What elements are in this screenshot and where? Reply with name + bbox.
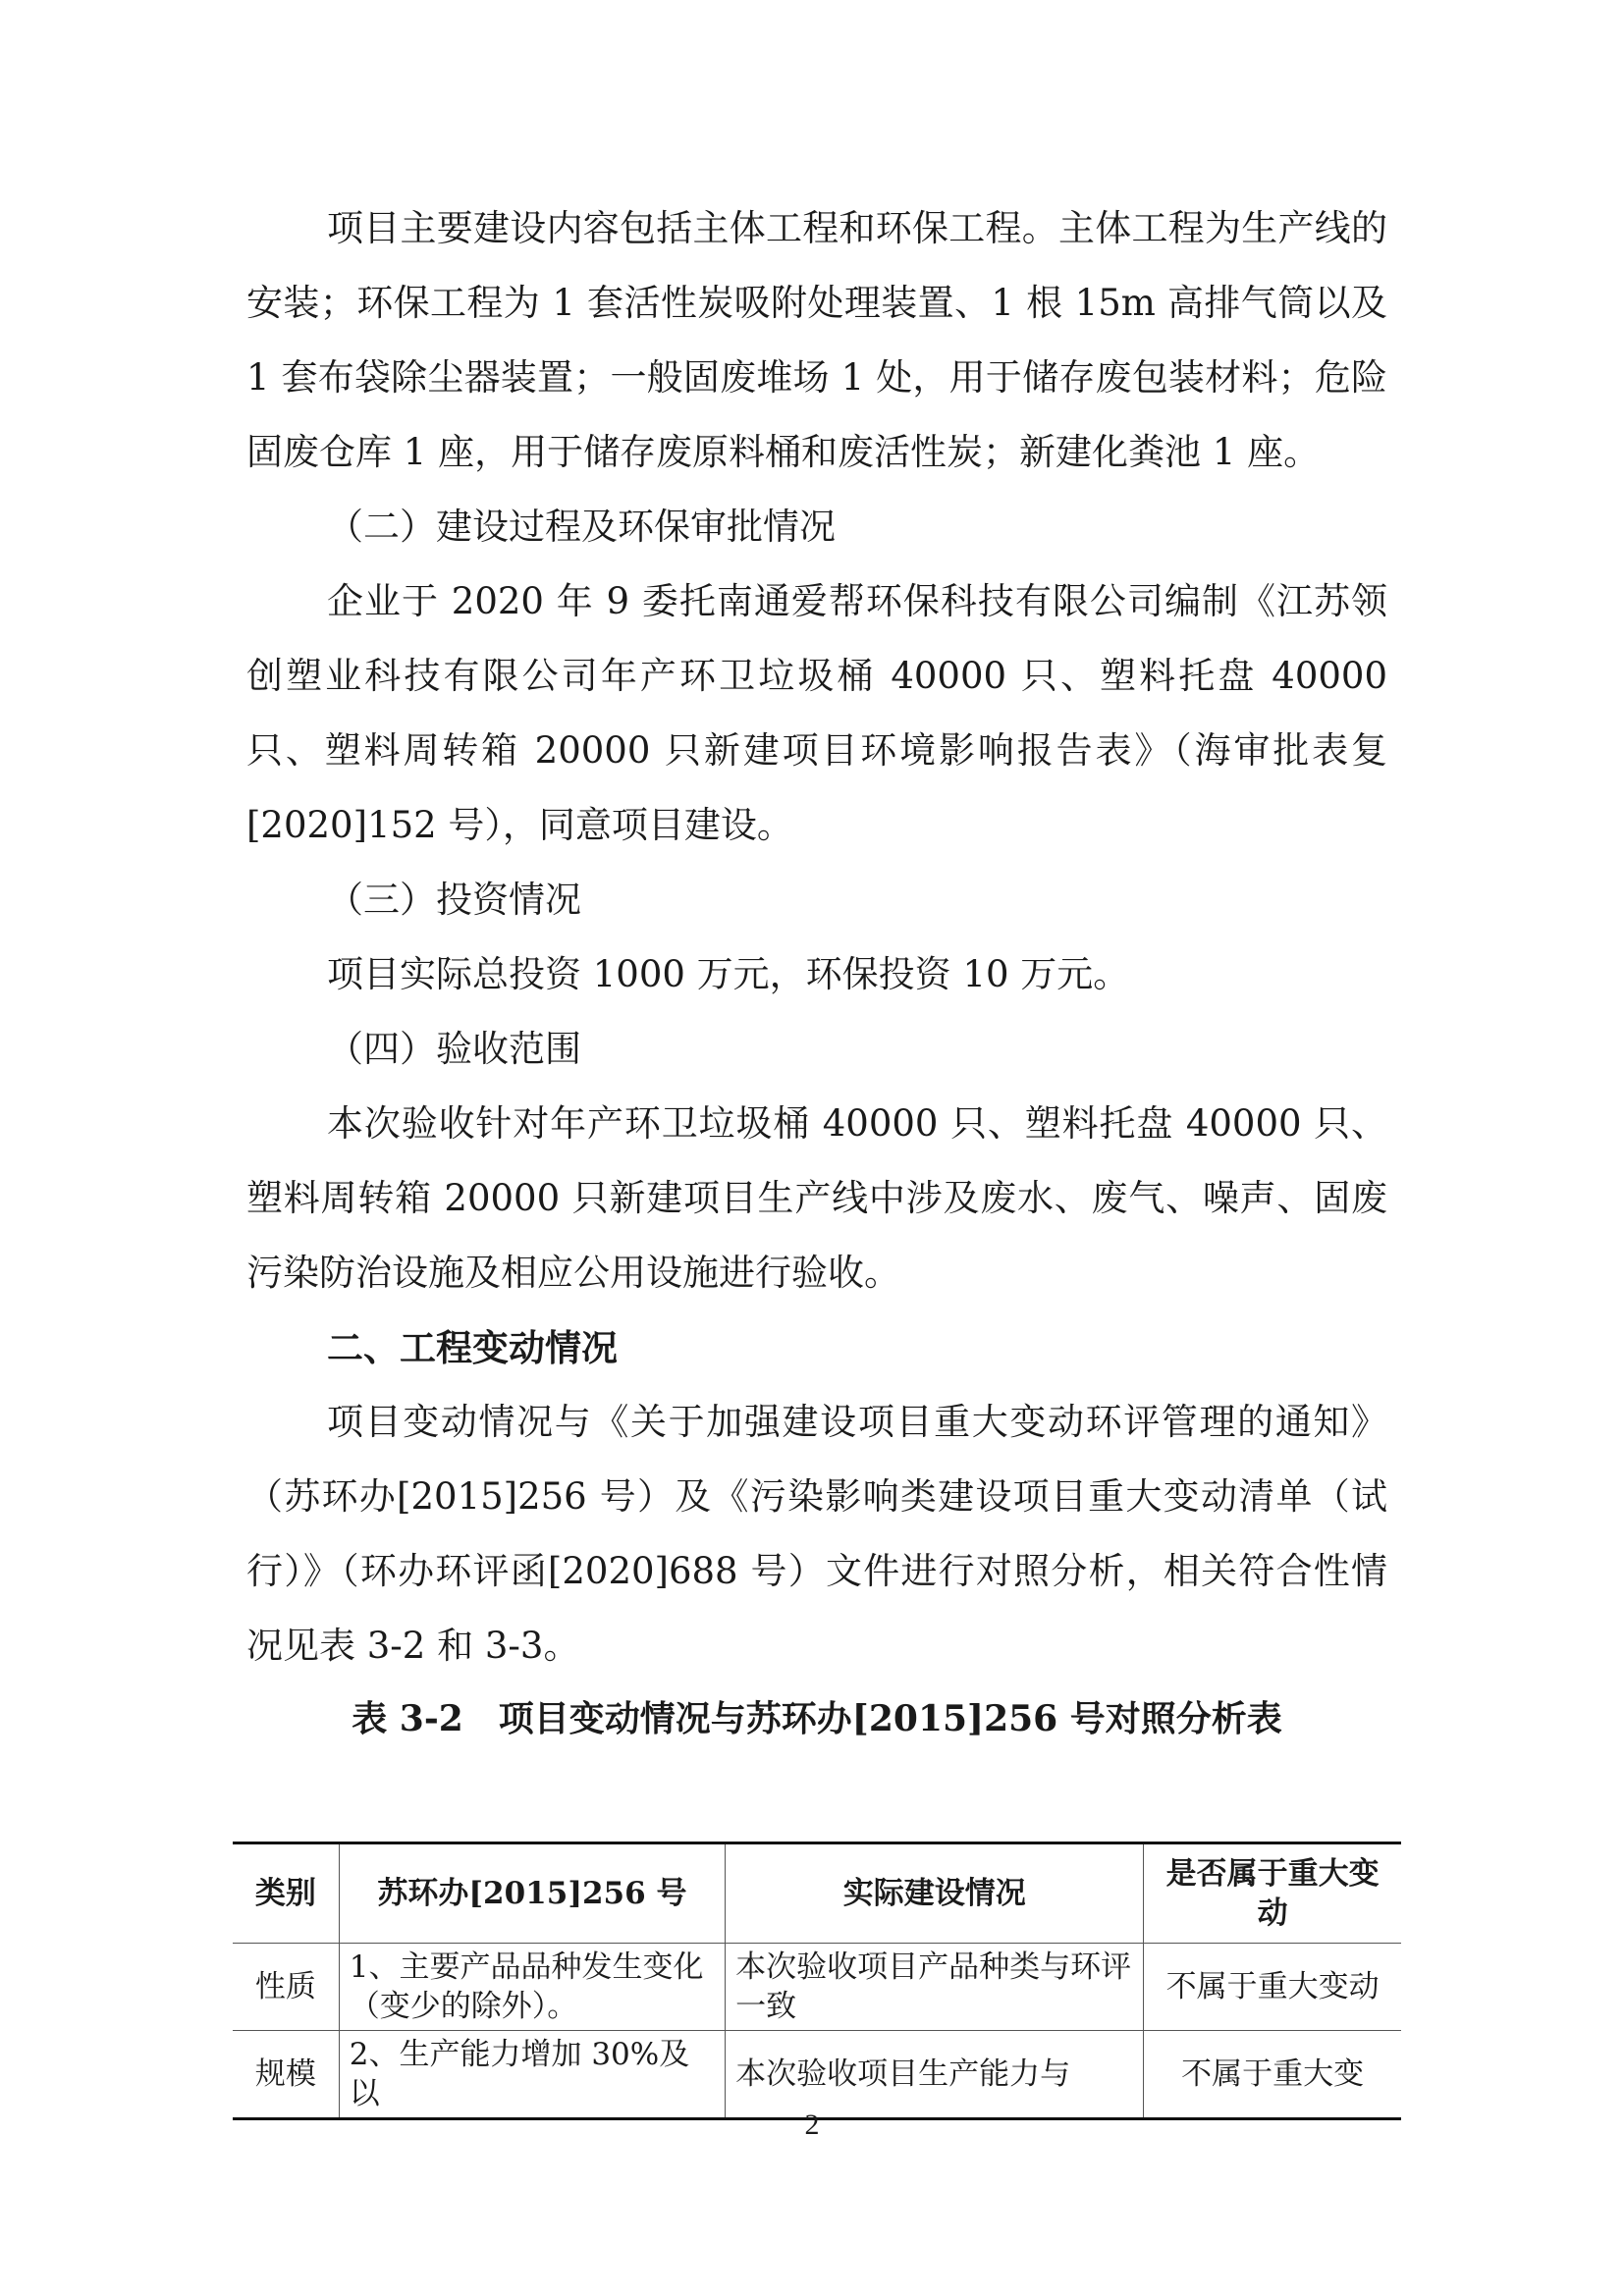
cell-category: 性质 bbox=[233, 1944, 339, 2031]
paragraph-scope: 本次验收针对年产环卫垃圾桶 40000 只、塑料托盘 40000 只、塑料周转箱 20000 只新建项目生产线中涉及废水、废气、噪声、固废污染防治设施及相应公用设施进行验收。 bbox=[246, 1102, 1387, 1294]
header-category: 类别 bbox=[233, 1843, 339, 1944]
comparison-table bbox=[233, 1842, 1401, 2120]
subheading-scope: （四）验收范围 bbox=[327, 1028, 581, 1070]
paragraph-changes: 项目变动情况与《关于加强建设项目重大变动环评管理的通知》（苏环办[2015]256 号）及《污染影响类建设项目重大变动清单（试行）》（环办环评函[2020]688 号）文件进行对照分析，相关符合性情况见表 3-2 和 3-3。 bbox=[246, 1401, 1387, 1667]
paragraph-approval: 企业于 2020 年 9 委托南通爱帮环保科技有限公司编制《江苏领创塑业科技有限公司年产环卫垃圾桶 40000 只、塑料托盘 40000 只、塑料周转箱 20000 只新建项目环境影响报告表》（海审批表复[2020]152 号），同意项目建设。 bbox=[246, 580, 1387, 846]
table-row bbox=[233, 2031, 1401, 2119]
table-row bbox=[233, 1944, 1401, 2031]
paragraph-investment: 项目实际总投资 1000 万元，环保投资 10 万元。 bbox=[327, 953, 1130, 995]
body-text bbox=[246, 191, 1387, 1748]
header-regulation: 苏环办[2015]256 号 bbox=[339, 1843, 725, 1944]
table-header-row bbox=[233, 1843, 1401, 1944]
cell-major-change: 不属于重大变 bbox=[1144, 2031, 1401, 2119]
subheading-approval: （二）建设过程及环保审批情况 bbox=[327, 506, 836, 548]
subheading-investment: （三）投资情况 bbox=[327, 879, 581, 921]
header-major-change: 是否属于重大变动 bbox=[1144, 1843, 1401, 1944]
section-heading-changes: 二、工程变动情况 bbox=[327, 1326, 618, 1369]
cell-regulation: 1、主要产品品种发生变化（变少的除外）。 bbox=[339, 1944, 725, 2031]
paragraph-construction-content: 项目主要建设内容包括主体工程和环保工程。主体工程为生产线的安装；环保工程为 1 套活性炭吸附处理装置、1 根 15m 高排气筒以及 1 套布袋除尘器装置；一般固废堆场 1 处，用于储存废包装材料；危险固废仓库 1 座，用于储存废原料桶和废活性炭；新建化粪池 1 座。 bbox=[246, 207, 1387, 473]
header-actual: 实际建设情况 bbox=[726, 1843, 1144, 1944]
cell-actual: 本次验收项目生产能力与 bbox=[726, 2031, 1144, 2119]
page-number: 2 bbox=[804, 2109, 820, 2141]
table-title: 表 3-2 项目变动情况与苏环办[2015]256 号对照分析表 bbox=[352, 1698, 1282, 1739]
cell-actual: 本次验收项目产品种类与环评一致 bbox=[726, 1944, 1144, 2031]
cell-major-change: 不属于重大变动 bbox=[1144, 1944, 1401, 2031]
cell-regulation: 2、生产能力增加 30%及以 bbox=[339, 2031, 725, 2119]
cell-category: 规模 bbox=[233, 2031, 339, 2119]
